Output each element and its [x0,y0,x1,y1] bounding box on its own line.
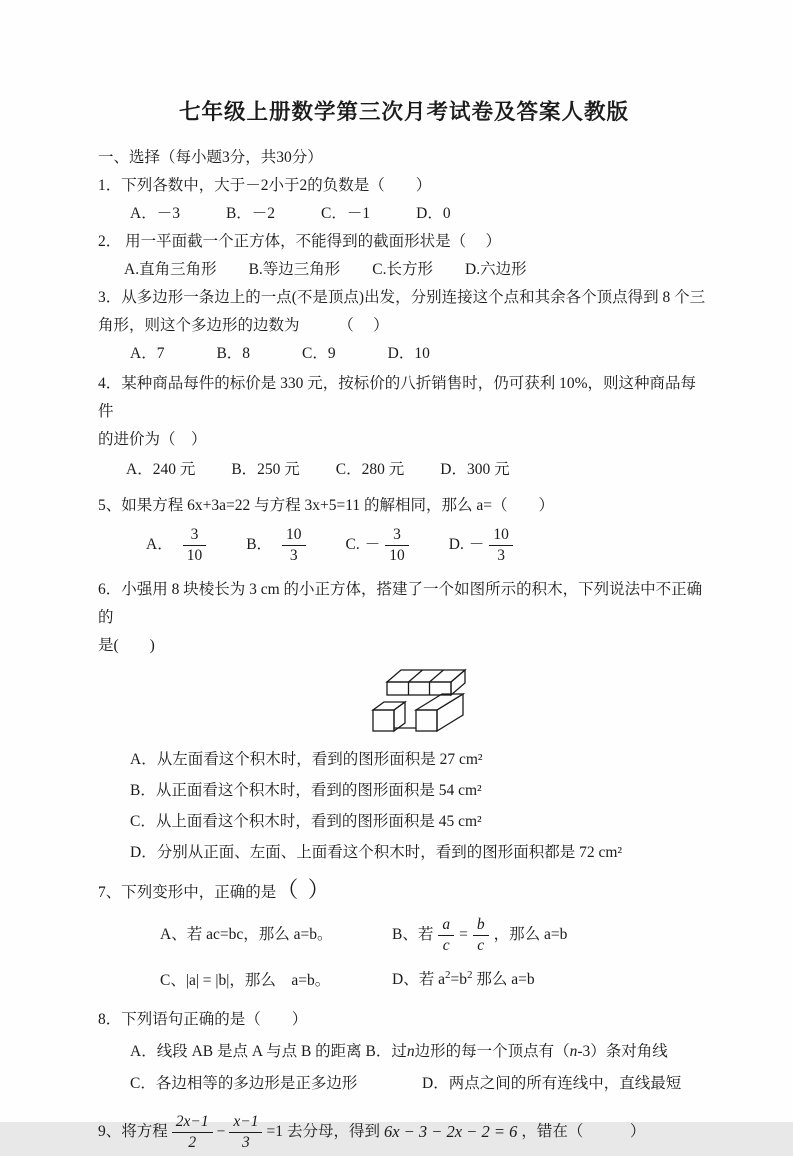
option-b: B.等边三角形 [248,261,341,278]
option-b-suffix: ，那么 a=b [493,926,568,943]
option-c: C．各边相等的多边形是正多边形 [130,1075,358,1092]
question-4-stem-line1: 4．某种商品每件的标价是 330 元，按标价的八折销售时，仍可获利 10%，则这种商品每件 [98,375,697,420]
cube-stack-drawing [366,664,520,738]
question-6-option-c: C．从上面看这个积木时，看到的图形面积是 45 cm² [130,813,482,830]
option-a: A．－3 [130,205,180,222]
option-d: D．300 元 [440,461,510,478]
option-a [146,526,206,565]
fraction: $\frac{10}{3}$ [282,526,306,565]
question-4-stem-line2: 的进价为（ ） [98,431,207,448]
equation-equals-one: =1 [266,1123,283,1140]
variable-n: n [406,1043,415,1060]
question-9-suffix: ，错在（ ） [521,1123,646,1140]
question-7-options-cd [160,965,710,996]
variable-n: n [569,1043,578,1060]
question-7-options-ab [160,909,710,961]
question-8-options-cd [130,1070,710,1098]
question-2-stem: 2． 用一平面截一个正方体，不能得到的截面形状是（ ） [98,233,502,250]
question-7-stem-text: 7、下列变形中，正确的是 [98,884,277,901]
option-a: A.直角三角形 [124,261,217,278]
question-5-options [146,520,710,570]
fraction: $\frac{x-1}{3}$ [229,1113,262,1152]
option-b: B．8 [216,345,251,362]
expanded-equation: 6x − 3 − 2x − 2 = 6 [383,1122,518,1141]
question-6-option-a: A．从左面看这个积木时，看到的图形面积是 27 cm² [130,751,483,768]
option-label: B． [246,536,273,553]
option-c: C．9 [302,345,336,362]
option-b: B．250 元 [231,461,300,478]
option-c: C.长方形 [372,261,434,278]
fraction: $\frac{3}{10}$ [183,526,207,565]
superscript-2: 2 [466,969,473,981]
question-9-prefix: 9、将方程 [98,1123,168,1140]
question-3-stem-line2: 角形，则这个多边形的边数为 （ ） [98,317,389,334]
option-a: A．7 [130,345,165,362]
option-d-text: D、若 a [392,971,445,988]
document-content [98,96,710,1156]
options-ab-text: A．线段 AB 是点 A 与点 B 的距离 B．过 [130,1043,407,1060]
option-c: C、|a| = |b|，那么 a=b。 [160,971,331,989]
options-ab-text: -3）条对角线 [577,1043,668,1060]
question-8-stem: 8．下列语句正确的是（ ） [98,1011,308,1028]
option-d: D．0 [416,205,451,222]
option-d [392,965,535,996]
option-b [392,916,567,955]
option-d [449,526,513,565]
option-a: A、若 ac=bc，那么 a=b。 [160,926,333,943]
option-label: D. [448,536,464,553]
option-b [246,526,305,565]
fraction: $\frac{2x-1}{2}$ [172,1113,213,1152]
option-d: D．10 [387,345,430,362]
question-3-options [130,340,710,368]
option-c [346,526,409,565]
minus-sign: － [468,536,485,553]
option-d: D．两点之间的所有连线中，直线最短 [422,1075,682,1092]
option-b-prefix: B、若 [392,926,434,943]
minus-sign: − [216,1123,226,1140]
option-d-text: 那么 a=b [472,971,535,988]
cube-stack-figure [366,664,710,738]
minus-sign: － [364,536,381,553]
question-2-options [124,256,710,284]
option-a: A．240 元 [126,461,196,478]
question-6-stem-line2: 是( ) [98,637,155,654]
question-3-stem-line1: 3．从多边形一条边上的一点(不是顶点)出发，分别连接这个点和其余各个顶点得到 8 个三 [98,289,706,306]
question-9-middle-text: 去分母，得到 [286,1123,380,1140]
fraction: $\frac{3}{10}$ [385,526,409,565]
fraction: $\frac{b}{c}$ [473,916,489,955]
option-label: A． [146,536,173,553]
question-7-stem [98,876,710,907]
question-6-option-d: D．分别从正面、左面、上面看这个积木时，看到的图形面积都是 72 cm² [130,844,623,861]
option-b: B．－2 [225,205,276,222]
section-header: 一、选择（每小题3分，共30分） [98,149,323,166]
document-title: 七年级上册数学第三次月考试卷及答案人教版 [178,100,629,124]
fraction: $\frac{10}{3}$ [489,526,513,565]
question-8-options-ab [130,1038,710,1066]
option-d-text: =b [450,971,467,988]
question-6-option-b: B．从正面看这个积木时，看到的图形面积是 54 cm² [130,782,482,799]
question-1-stem: 1．下列各数中，大于－2小于2的负数是（ ） [98,177,432,194]
option-d: D.六边形 [465,261,527,278]
option-c: C．－1 [321,205,371,222]
equals-sign: = [459,926,468,943]
question-4-options [126,456,710,484]
superscript-2: 2 [444,969,451,981]
options-ab-text: 边形的每一个顶点有（ [414,1043,570,1060]
option-c: C．280 元 [335,461,405,478]
question-9-stem [98,1108,710,1156]
option-label: C. [345,536,360,553]
question-1-options [130,200,710,228]
fraction: $\frac{a}{c}$ [438,916,454,955]
question-5-stem: 5、如果方程 6x+3a=22 与方程 3x+5=11 的解相同，那么 a=（ ） [98,497,555,514]
answer-parentheses: （ ） [276,877,332,902]
question-6-stem-line1: 6．小强用 8 块棱长为 3 cm 的小正方体，搭建了一个如图所示的积木，下列说法中不正确的 [98,581,703,626]
